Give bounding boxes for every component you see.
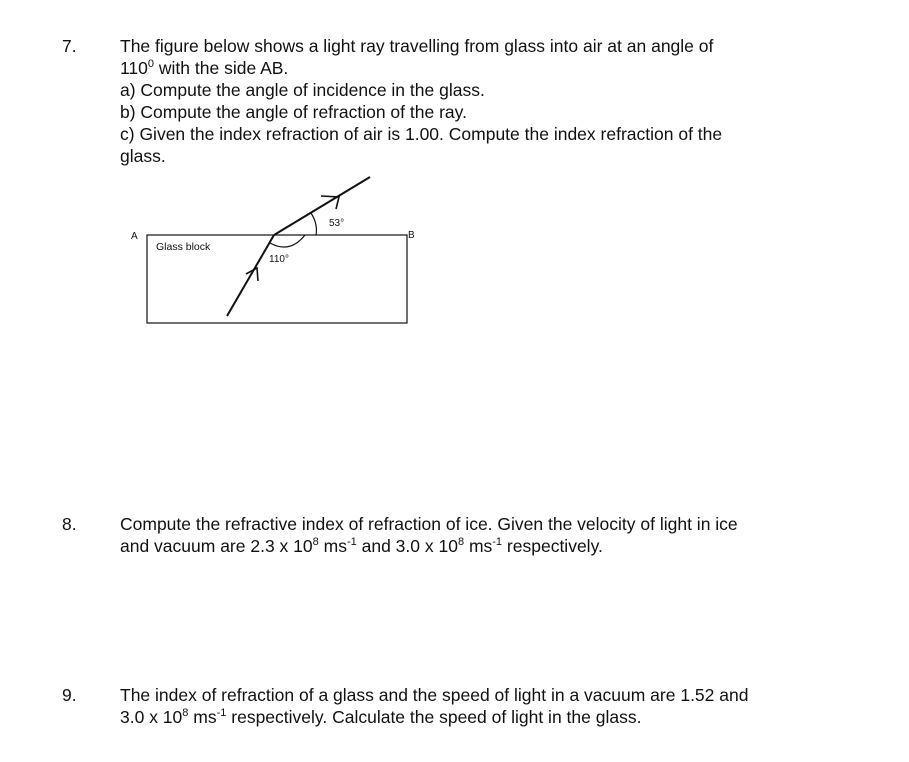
question-number: 9. bbox=[62, 685, 77, 705]
part-b: b) Compute the angle of refraction of the ray. bbox=[120, 102, 467, 122]
angle-arc-53 bbox=[311, 213, 316, 235]
sup: -1 bbox=[346, 536, 357, 548]
t: ms bbox=[468, 536, 493, 556]
question-text: The figure below shows a light ray travelling from glass into air at an angle of bbox=[120, 36, 714, 56]
t: and vacuum are 2.3 x 10 bbox=[120, 536, 313, 556]
question-text bbox=[120, 536, 603, 557]
part-c-cont: glass. bbox=[120, 146, 166, 166]
t: and 3.0 x 10 bbox=[361, 536, 458, 556]
text: with the side AB. bbox=[158, 58, 289, 78]
sup: 8 bbox=[457, 536, 465, 548]
incident-ray bbox=[227, 235, 274, 316]
sup: 8 bbox=[182, 707, 189, 719]
label-a: A bbox=[131, 231, 138, 242]
t: ms bbox=[193, 707, 217, 727]
t: respectively. Calculate the speed of light in the glass. bbox=[231, 707, 642, 727]
question-text: Compute the refractive index of refraction of ice. Given the velocity of light in ice bbox=[120, 514, 738, 534]
degree-sup: 0 bbox=[147, 58, 155, 70]
question-number: 8. bbox=[62, 514, 77, 534]
angle-110-label: 110° bbox=[269, 254, 289, 265]
sup: 8 bbox=[312, 536, 319, 548]
part-c: c) Given the index refraction of air is 1.00. Compute the index refraction of the bbox=[120, 124, 723, 144]
t: respectively. bbox=[506, 536, 603, 556]
sup: -1 bbox=[492, 536, 503, 548]
block-label: Glass block bbox=[156, 241, 211, 253]
part-a: a) Compute the angle of incidence in the glass. bbox=[120, 80, 485, 100]
refracted-ray bbox=[274, 177, 370, 235]
question-text bbox=[120, 707, 641, 728]
question-number: 7. bbox=[62, 36, 77, 56]
label-b: B bbox=[408, 230, 415, 241]
t: ms bbox=[323, 536, 347, 556]
sup: -1 bbox=[216, 707, 227, 719]
angle-value: 110 bbox=[120, 58, 148, 78]
angle-53-label: 53° bbox=[329, 218, 345, 229]
t: 3.0 x 10 bbox=[120, 707, 183, 727]
question-text: The index of refraction of a glass and the speed of light in a vacuum are 1.52 and bbox=[120, 685, 749, 705]
angle-arc-110 bbox=[270, 235, 305, 247]
